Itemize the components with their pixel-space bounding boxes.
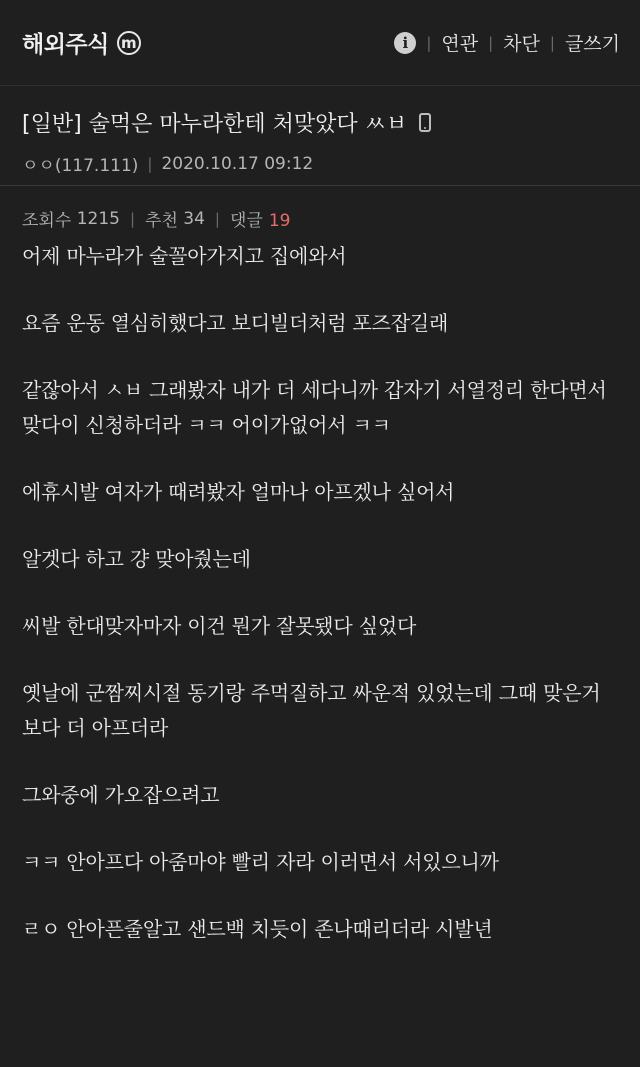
top-bar bbox=[0, 0, 640, 86]
divider: | bbox=[129, 209, 136, 228]
header-actions bbox=[394, 29, 620, 56]
post-paragraph: 어제 마누라가 술꼴아가지고 집에와서 bbox=[22, 244, 347, 268]
views-count: 1215 bbox=[76, 208, 120, 229]
divider: | bbox=[214, 209, 220, 228]
post-paragraph: 같잖아서 ㅅㅂ 그래봤자 내가 더 세다니까 갑자기 서열정리 한다면서 맞다이 신청하더라 ㅋㅋ 어이가없어서 ㅋㅋ bbox=[22, 378, 607, 437]
post-paragraph: ㄹㅇ 안아픈줄알고 샌드백 치듯이 존나때리더라 시발년 bbox=[22, 917, 493, 941]
gallery-name[interactable]: 해외주식 bbox=[22, 32, 109, 58]
post-body bbox=[0, 231, 640, 947]
post-paragraph: 알겟다 하고 걍 맞아줬는데 bbox=[22, 547, 251, 571]
divider: | bbox=[549, 33, 555, 52]
comments-link[interactable] bbox=[230, 206, 291, 231]
minor-gallery-badge-icon: m bbox=[117, 31, 141, 55]
post-title-row bbox=[22, 107, 618, 138]
recommend-label: 추천 bbox=[145, 211, 178, 231]
gallery-header[interactable] bbox=[22, 26, 141, 59]
related-button[interactable]: 연관 bbox=[441, 33, 479, 55]
author[interactable]: ㅇㅇ(117.111) bbox=[22, 156, 139, 176]
comments-label: 댓글 bbox=[229, 211, 263, 231]
divider: | bbox=[147, 154, 153, 173]
post-paragraph: ㅋㅋ 안아프다 아줌마야 빨리 자라 이러면서 서있으니까 bbox=[22, 850, 499, 874]
post-meta bbox=[22, 151, 618, 176]
info-icon[interactable]: i bbox=[394, 32, 416, 54]
post-paragraph: 요즘 운동 열심히했다고 보디빌더처럼 포즈잡길래 bbox=[22, 311, 449, 335]
post-paragraph: 씨발 한대맞자마자 이건 뭔가 잘못됐다 싶었다 bbox=[22, 614, 417, 638]
divider: | bbox=[426, 33, 432, 52]
post-title: [일반] 술먹은 마누라한테 처맞았다 ㅆㅂ bbox=[22, 112, 408, 137]
post-paragraph: 에휴시발 여자가 때려봤자 얼마나 아프겠나 싶어서 bbox=[22, 480, 455, 504]
views-label: 조회수 bbox=[22, 211, 72, 231]
write-button[interactable]: 글쓰기 bbox=[564, 33, 620, 55]
divider: | bbox=[488, 33, 494, 52]
post-paragraph: 옛날에 군짬찌시절 동기랑 주먹질하고 싸운적 있었는데 그때 맞은거보다 더 아프더라 bbox=[22, 681, 601, 740]
mobile-phone-icon bbox=[419, 113, 431, 132]
post-paragraph: 그와중에 가오잡으려고 bbox=[22, 783, 220, 807]
post-stats bbox=[0, 186, 640, 231]
post-header bbox=[0, 86, 640, 186]
recommend-count: 34 bbox=[183, 208, 205, 229]
comments-count: 19 bbox=[268, 211, 291, 231]
block-button[interactable]: 차단 bbox=[503, 33, 540, 55]
post-date: 2020.10.17 09:12 bbox=[161, 153, 314, 174]
